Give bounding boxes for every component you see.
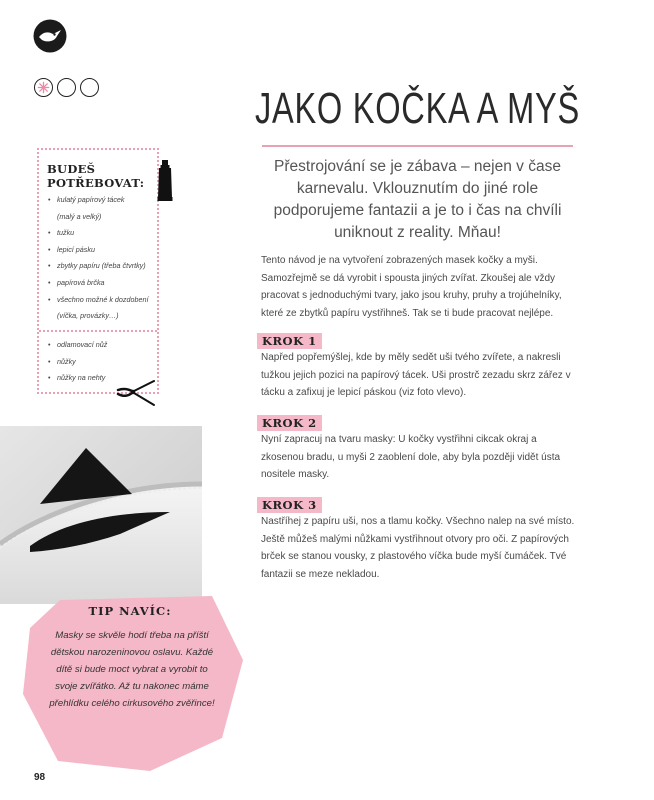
step-1-text: Napřed popřemýšlej, kde by měly sedět uši tvého zvířete, a nakresli tužkou jejich pozici na papírový tácek. Uši prostrč zezadu skrz zářez v tácku a zafixuj je lepicí páskou (viz foto vlevo). [261, 352, 571, 398]
mask-photo [0, 426, 202, 604]
difficulty-rating [34, 78, 99, 97]
materials-list [47, 192, 157, 325]
list-item: • nůžky [47, 354, 157, 371]
tip-text: Masky se skvěle hodí třeba na příští dětskou narozeninovou oslavu. Každé dítě si bude moct vybrat a vyrobit to svoje zvířátko. Až tu nakonec máme přehlídku celého cirkusového zvěřince! [49, 630, 215, 709]
materials-title-line1: BUDEŠ [47, 162, 96, 176]
pliers-icon [116, 378, 156, 408]
intro-text: Přestrojování se je zábava – nejen v čase karnevalu. Vklouznutím do jiné role podporujeme fantazii a je to i čas na chvíli uniknout z reality. Mňau! [273, 158, 562, 241]
list-item: • nůžky na nehty [47, 370, 157, 387]
intro-paragraph: Tento návod je na vytvoření zobrazených masek kočky a myši. Samozřejmě se dá vyrobit i spousta jiných zvířat. Zkoušej ale vždy pracovat s jednoduchými tvary, jako jsou kruhy, pruhy a trojúhelníky, které ze zbytků papíru vystřihneš. Tak se ti bude pracovat nejlépe. [261, 255, 562, 319]
materials-title-line2: POTŘEBOVAT: [47, 176, 145, 190]
step-3-text: Nastříhej z papíru uši, nos a tlamu kočky. Všechno nalep na své místo. Ještě můžeš malými nůžkami vystřihnout otvory pro oči. Z papírových brček se stanou vousky, z plastového víčka bude myší čumáček. Tvé fantazii se meze nekladou. [261, 516, 575, 580]
step-2-text: Nyní zapracuj na tvaru masky: U kočky vystřihni cikcak okraj a zkosenou bradu, u myši 2 zaoblení dole, aby byla později vidět ústa nositele masky. [261, 434, 561, 480]
list-item: (malý a velký) [57, 211, 102, 221]
bird-logo-icon [33, 19, 67, 53]
tip-title: TIP NAVÍC: [88, 604, 172, 618]
step-1-label: KROK 1 [257, 333, 322, 349]
difficulty-dot-empty [80, 78, 99, 97]
list-item: • papírová brčka [47, 275, 157, 292]
page-title: JAKO KOČKA A MYŠ [255, 84, 580, 133]
page-number: 98 [34, 772, 46, 783]
list-item: (víčka, provázky…) [57, 311, 119, 321]
step-3-label: KROK 3 [257, 497, 322, 513]
step-2-label: KROK 2 [257, 415, 322, 431]
materials-divider [39, 330, 157, 332]
list-item: • tužku [47, 225, 157, 242]
list-item: • lepicí pásku [47, 242, 157, 259]
title-underline [262, 145, 573, 147]
list-item: • zbytky papíru (třeba čtvrtky) [47, 258, 157, 275]
list-item: • odlamovací nůž [47, 337, 157, 354]
asterisk-icon [37, 81, 50, 94]
paint-tube-icon [155, 160, 175, 202]
difficulty-dot-filled [34, 78, 53, 97]
list-item: • všechno možné k dozdobení [47, 292, 157, 309]
difficulty-dot-empty [57, 78, 76, 97]
materials-title [47, 162, 157, 190]
list-item: • kulatý papírový tácek [47, 192, 157, 209]
